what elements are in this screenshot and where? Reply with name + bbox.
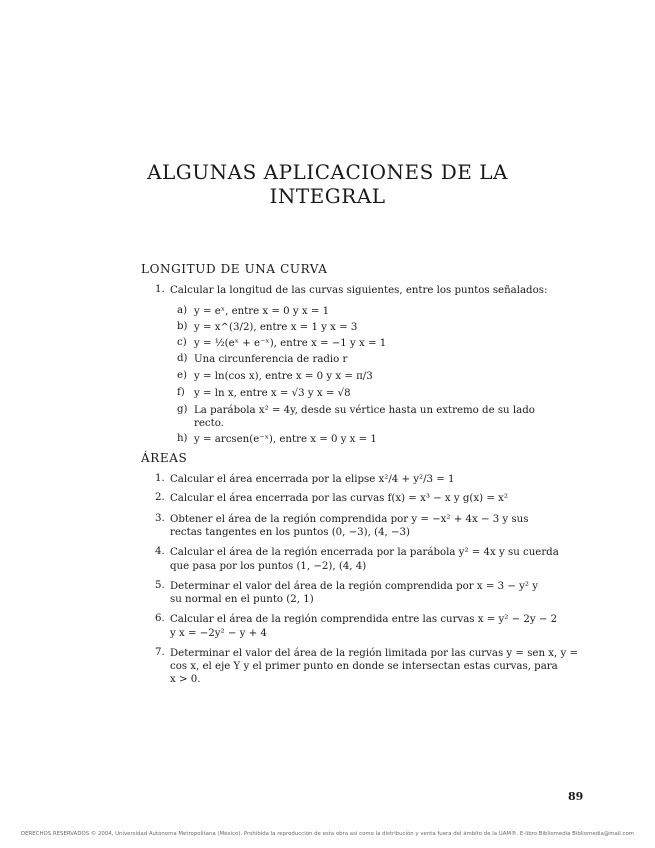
list-item: y = ln(cos x), entre x = 0 y x = π/3 xyxy=(194,371,373,382)
problem-line: Obtener el área de la región comprendida por y = −x² + 4x − 3 y sus xyxy=(170,514,529,525)
problem-number: 4. xyxy=(155,546,165,557)
list-item: y = ln x, entre x = √3 y x = √8 xyxy=(194,388,351,399)
chapter-title-line-1: ALGUNAS APLICACIONES DE LA xyxy=(147,160,508,184)
problem-line: Calcular el área encerrada por las curvas f(x) = x³ − x y g(x) = x² xyxy=(170,493,508,504)
list-item-label: b) xyxy=(177,321,188,332)
list-item-label: h) xyxy=(177,433,188,444)
problem-line: Calcular el área encerrada por la elipse x²/4 + y²/3 = 1 xyxy=(170,474,455,485)
list-item: y = x^(3/2), entre x = 1 y x = 3 xyxy=(194,322,358,333)
problem-number: 5. xyxy=(155,580,165,591)
list-item-label: f) xyxy=(177,387,185,398)
list-item: Una circunferencia de radio r xyxy=(194,354,348,365)
problem-line: Determinar el valor del área de la región limitada por las curvas y = sen x, y = xyxy=(170,648,579,659)
problem-number: 1. xyxy=(155,284,165,295)
problem-line: su normal en el punto (2, 1) xyxy=(170,594,314,605)
problem-number: 6. xyxy=(155,613,165,624)
chapter-title xyxy=(0,160,655,208)
problem-line: rectas tangentes en los puntos (0, −3), (4, −3) xyxy=(170,527,411,538)
list-item: La parábola x² = 4y, desde su vértice hasta un extremo de su lado xyxy=(194,405,535,416)
section-heading-areas: ÁREAS xyxy=(141,451,188,465)
list-item-label: a) xyxy=(177,305,188,316)
list-item-label: c) xyxy=(177,337,187,348)
problem-line: x > 0. xyxy=(170,674,201,685)
section-heading-longitud: LONGITUD DE UNA CURVA xyxy=(141,262,328,276)
problem-line: y x = −2y² − y + 4 xyxy=(170,628,267,639)
problem-number: 1. xyxy=(155,473,165,484)
problem-line: Calcular el área de la región encerrada por la parábola y² = 4x y su cuerda xyxy=(170,547,559,558)
problem-text: Calcular la longitud de las curvas siguientes, entre los puntos señalados: xyxy=(170,285,548,296)
list-item: y = eˣ, entre x = 0 y x = 1 xyxy=(194,306,330,317)
list-item: y = ½(eˣ + e⁻ˣ), entre x = −1 y x = 1 xyxy=(194,338,387,349)
problem-line: cos x, el eje Y y el primer punto en donde se intersectan estas curvas, para xyxy=(170,661,558,672)
problem-number: 2. xyxy=(155,492,165,503)
list-item-label: g) xyxy=(177,404,188,415)
problem-line: Calcular el área de la región comprendida entre las curvas x = y² − 2y − 2 xyxy=(170,614,558,625)
chapter-title-line-2: INTEGRAL xyxy=(269,184,386,208)
problem-line: Determinar el valor del área de la región comprendida por x = 3 − y² y xyxy=(170,581,538,592)
page-number: 89 xyxy=(568,790,584,803)
list-item-label: d) xyxy=(177,353,188,364)
list-item-label: e) xyxy=(177,370,188,381)
list-item-continuation: recto. xyxy=(194,418,224,429)
problem-number: 3. xyxy=(155,513,165,524)
footer-copyright: DERECHOS RESERVADOS © 2004, Universidad Autónoma Metropolitana (México). Prohibida la reproducción de esta obra así como la distribución y venta fuera del ámbito de la UAM®. E-libro Bibliomedia Bibliomedia@mail.com xyxy=(20,831,635,837)
problem-number: 7. xyxy=(155,647,165,658)
problem-line: que pasa por los puntos (1, −2), (4, 4) xyxy=(170,561,367,572)
list-item: y = arcsen(e⁻ˣ), entre x = 0 y x = 1 xyxy=(194,434,377,445)
